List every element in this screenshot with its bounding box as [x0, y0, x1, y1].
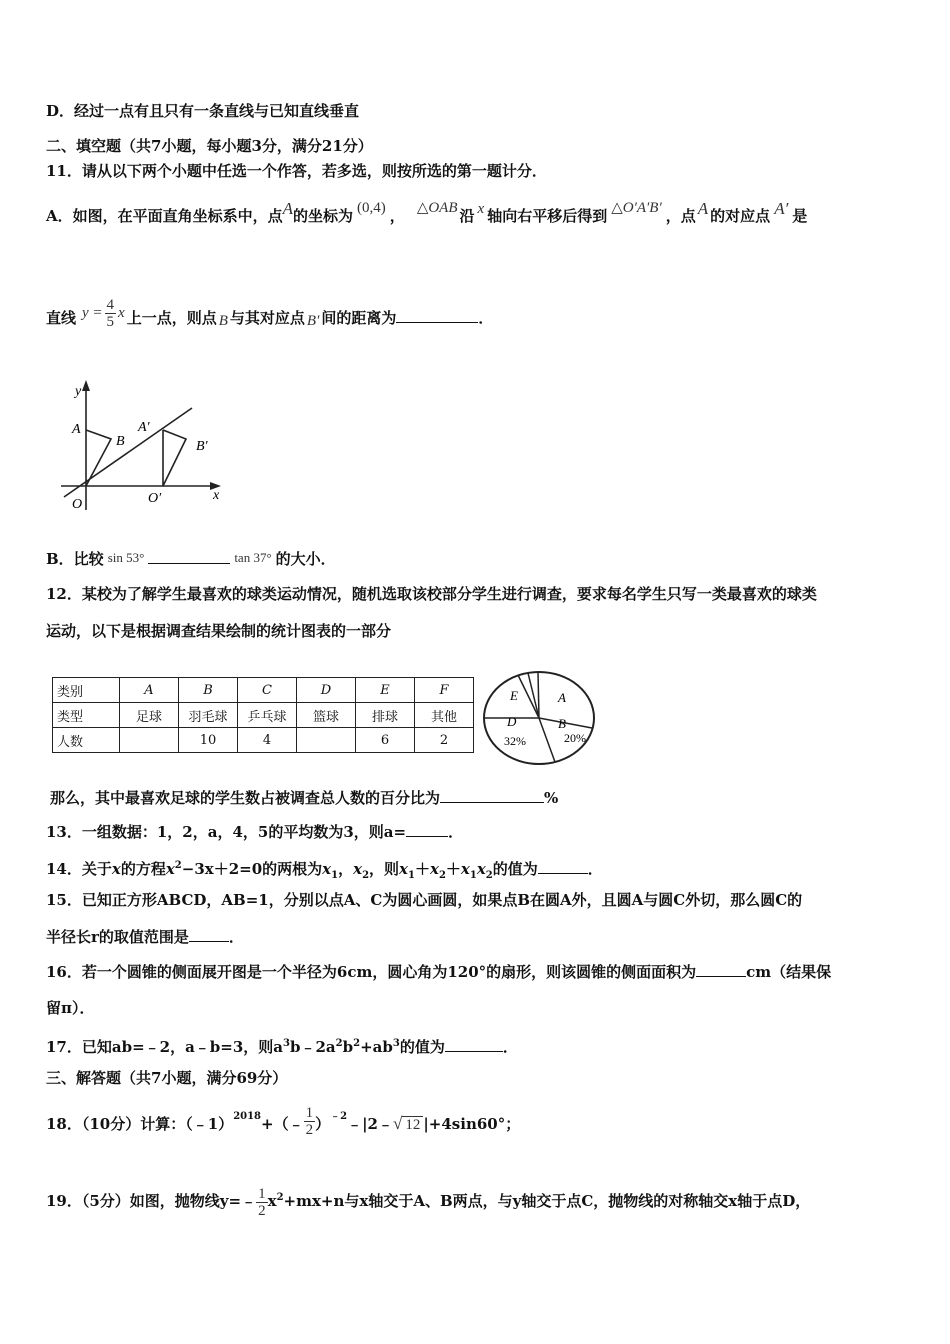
- survey-table: [52, 677, 474, 753]
- pie-label-d: D: [507, 714, 517, 729]
- graph-label-o-prime: O′: [148, 491, 162, 506]
- graph-label-a: A: [72, 422, 81, 437]
- graph-label-a-prime: A′: [138, 420, 150, 435]
- question-18: 18．（10分）计算：（﹣1）$^{2018}$+（﹣ $\frac{1}{2}$ ）$^{﹣2}$﹣|2﹣√ 12 |+4sin60°；: [46, 1104, 521, 1138]
- table-row: 类型 足球 羽毛球 乒乓球 篮球 排球 其他: [53, 703, 474, 728]
- pie-label-a: A: [558, 690, 566, 705]
- question-11a-line1: A．如图，在平面直角坐标系中，点A的坐标为 (0,4) ， △OAB 沿 x 轴向右平移后得到 △O′A′B′ ，点 A 的对应点 A′ 是: [46, 199, 808, 225]
- pie-pct-d: 32%: [504, 734, 526, 748]
- section-2-heading: 二、填空题（共7小题，每小题3分，满分21分）: [46, 137, 373, 155]
- question-16-line2: 留π）．: [46, 999, 95, 1017]
- graph-label-x: x: [213, 488, 220, 503]
- question-17: 17．已知ab=﹣2，a﹣b=3，则$a^3b﹣2a^2b^2+ab^3$的值为 ．: [46, 1038, 518, 1056]
- question-13: 13．一组数据：1，2，a，4，5的平均数为3，则a= ．: [46, 823, 464, 841]
- section-3-heading: 三、解答题（共7小题，满分69分）: [46, 1069, 288, 1087]
- question-11: 11．请从以下两个小题中任选一个作答，若多选，则按所选的第一题计分．: [46, 162, 547, 180]
- table-row: 人数 10 4 6 2: [53, 728, 474, 753]
- question-16-line1: 16．若一个圆锥的侧面展开图是一个半径为6cm，圆心角为120°的扇形，则该圆锥的侧面面积为 cm（结果保: [46, 963, 832, 981]
- graph-label-o: O: [72, 497, 83, 512]
- graph-label-b-prime: B′: [196, 439, 208, 454]
- question-14: 14．关于x的方程$x^2-3x+2=0$的两根为$x_1$，$x_2$，则$x_1+x_2+x_1x_2$的值为 ．: [46, 860, 603, 881]
- pie-pct-b: 20%: [564, 731, 586, 745]
- pie-chart: [480, 668, 600, 768]
- question-19: 19．（5分）如图，抛物线y=﹣ $\frac{1}{2}$ $x^2+mx+n$与x轴交于A、B两点，与y轴交于点C，抛物线的对称轴交x轴于点D，: [46, 1185, 811, 1219]
- question-12-line2: 运动，以下是根据调查结果绘制的统计图表的一部分: [46, 622, 392, 640]
- coordinate-graph: [56, 375, 226, 515]
- question-11b: B．比较 sin 53° tan 37° 的大小．: [46, 550, 336, 568]
- graph-label-b: B: [116, 434, 125, 449]
- question-11a-line2: 直线 y = $\frac{4}{5}$ x 上一点，则点 B 与其对应点 B′ 间的距离为 ．: [46, 296, 494, 330]
- question-12-line3: 那么，其中最喜欢足球的学生数占被调查总人数的百分比为 %: [50, 789, 559, 807]
- pie-label-e: E: [510, 688, 518, 703]
- graph-label-y: y: [75, 384, 82, 399]
- table-row: 类别 A B C D E F: [53, 678, 474, 703]
- question-12-line1: 12．某校为了解学生最喜欢的球类运动情况，随机选取该校部分学生进行调查，要求每名学生只写一类最喜欢的球类: [46, 585, 817, 603]
- option-d: D．经过一点有且只有一条直线与已知直线垂直: [46, 102, 360, 120]
- question-15-line2: 半径长r的取值范围是 ．: [46, 928, 244, 946]
- question-15-line1: 15．已知正方形ABCD，AB=1，分别以点A、C为圆心画圆，如果点B在圆A外，且圆A与圆C外切，那么圆C的: [46, 891, 803, 909]
- pie-label-b: B: [558, 716, 566, 731]
